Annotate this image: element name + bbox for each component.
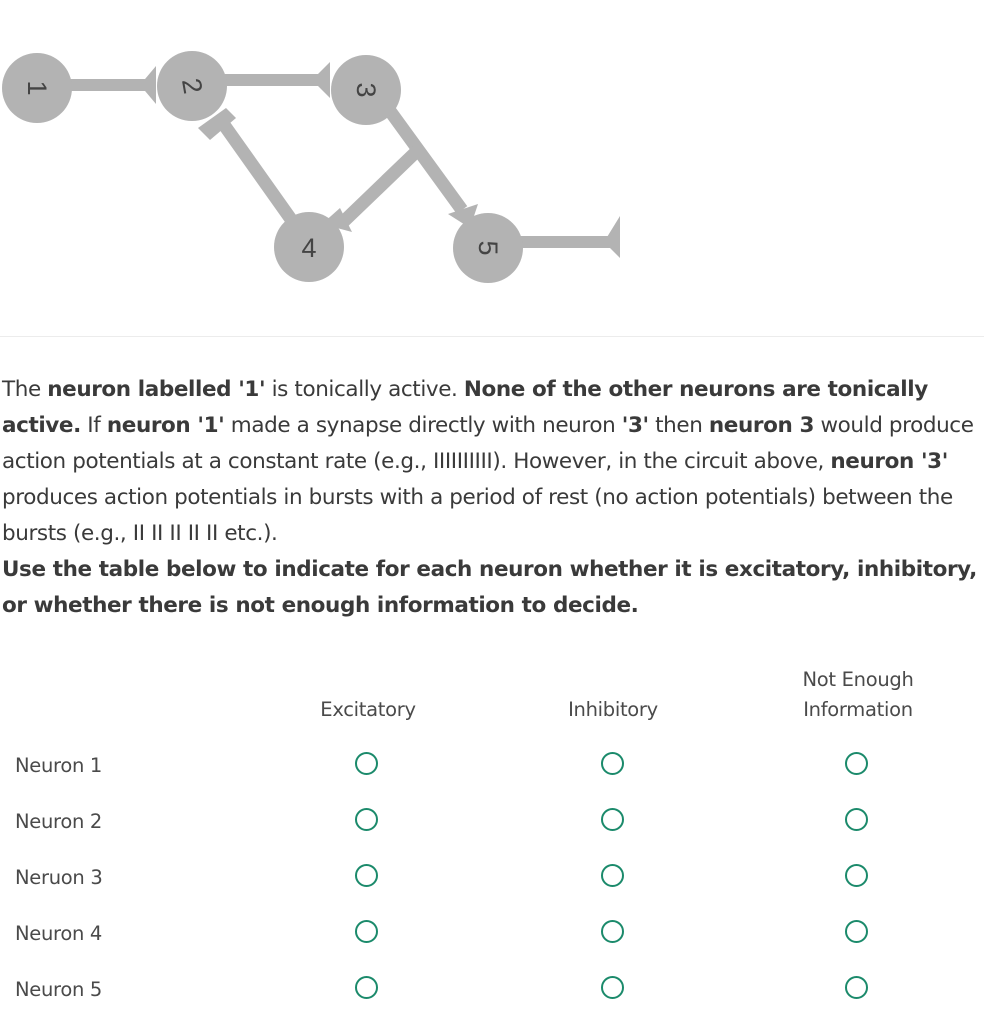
question-text-run: would produce action potentials at a constant rate (e.g., IIIIIIIIII). However, in the circuit above, <box>2 413 974 474</box>
synapse-terminal-1-2 <box>140 66 156 104</box>
axon-branch-3-4 <box>340 150 418 225</box>
question-text-run: If <box>80 413 107 438</box>
section-divider <box>0 336 984 337</box>
neuron-5-label: 5 <box>473 240 503 256</box>
synapse-terminal-2-3 <box>312 62 330 98</box>
question-text-run: produces action potentials in bursts with a period of rest (no action potentials) between the bursts (e.g., II II II II II etc.). <box>2 485 953 546</box>
neural-circuit-diagram <box>0 0 986 330</box>
question-emphasis: neuron 3 <box>708 413 815 438</box>
radio-neuron-4-inhibitory[interactable] <box>601 920 624 943</box>
question-emphasis: neuron '1' <box>106 413 225 438</box>
radio-neuron-5-inhibitory[interactable] <box>601 976 624 999</box>
question-emphasis: neuron '3' <box>830 449 948 474</box>
question-emphasis: None of the other neurons are tonically active. <box>2 377 928 438</box>
axon-5-out <box>510 236 614 248</box>
neuron-2-label: 2 <box>175 75 209 97</box>
radio-neuron-3-not-enough-information[interactable] <box>845 864 868 887</box>
row-label-neuron-4: Neuron 4 <box>15 922 103 945</box>
axon-2-3 <box>220 74 320 86</box>
question-text <box>2 372 986 624</box>
radio-neuron-2-excitatory[interactable] <box>355 808 378 831</box>
question-text-run: then <box>648 413 709 438</box>
column-header-not-enough-information: Not Enough Information <box>802 668 914 721</box>
neuron-4-label: 4 <box>301 233 317 263</box>
radio-neuron-3-excitatory[interactable] <box>355 864 378 887</box>
question-text-run: is tonically active. <box>265 377 464 402</box>
radio-neuron-3-inhibitory[interactable] <box>601 864 624 887</box>
row-label-neuron-3: Neruon 3 <box>15 866 103 889</box>
question-instruction: Use the table below to indicate for each neuron whether it is excitatory, inhibitory, or whether there is not enough information to decide. <box>2 557 977 618</box>
radio-neuron-4-not-enough-information[interactable] <box>845 920 868 943</box>
radio-neuron-5-excitatory[interactable] <box>355 976 378 999</box>
radio-neuron-1-inhibitory[interactable] <box>601 752 624 775</box>
column-header-excitatory: Excitatory <box>320 698 416 721</box>
row-label-neuron-2: Neuron 2 <box>15 810 103 833</box>
row-label-neuron-5: Neuron 5 <box>15 978 103 1001</box>
question-emphasis: neuron labelled '1' <box>47 377 266 402</box>
radio-neuron-1-excitatory[interactable] <box>355 752 378 775</box>
neuron-1-label: 1 <box>22 80 52 96</box>
column-header-inhibitory: Inhibitory <box>568 698 658 721</box>
question-text-run: made a synapse directly with neuron <box>224 413 622 438</box>
radio-neuron-2-inhibitory[interactable] <box>601 808 624 831</box>
question-emphasis: '3' <box>621 413 649 438</box>
row-label-neuron-1: Neuron 1 <box>15 754 103 777</box>
radio-neuron-1-not-enough-information[interactable] <box>845 752 868 775</box>
neuron-3-label: 3 <box>351 82 381 98</box>
radio-neuron-2-not-enough-information[interactable] <box>845 808 868 831</box>
radio-neuron-4-excitatory[interactable] <box>355 920 378 943</box>
radio-neuron-5-not-enough-information[interactable] <box>845 976 868 999</box>
question-text-run: The <box>2 377 48 402</box>
axon-4-2 <box>222 122 300 232</box>
